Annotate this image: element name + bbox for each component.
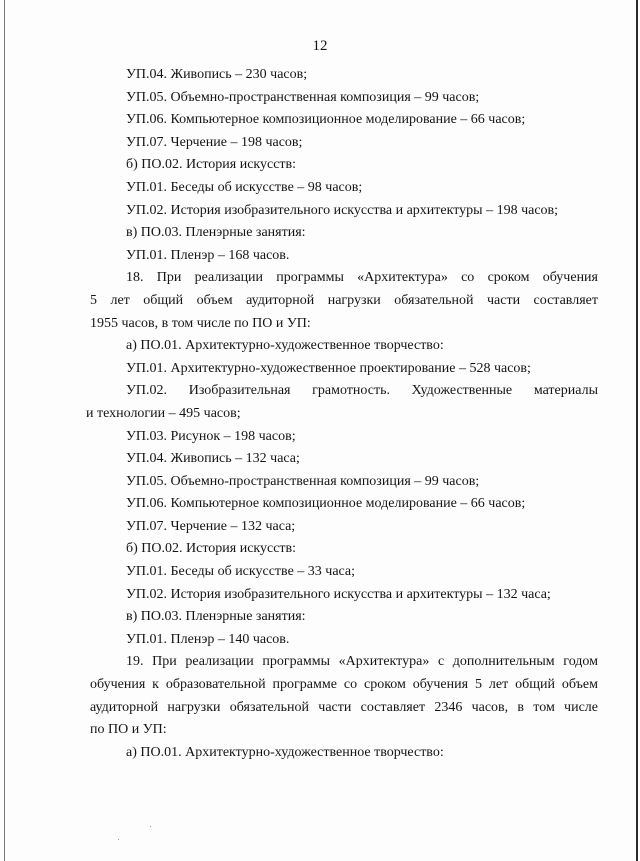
- text-line: в) ПО.03. Пленэрные занятия:: [126, 225, 306, 241]
- text-line: УП.03. Рисунок – 198 часов;: [126, 428, 296, 444]
- text-line: а) ПО.01. Архитектурно-художественное творчество:: [126, 744, 444, 760]
- scan-border-left: [4, 0, 5, 861]
- paragraph-19-line: обучения к образовательной программе со сроком обучения 5 лет общий объем: [90, 677, 598, 693]
- scan-speck: [150, 826, 151, 827]
- text-line: УП.05. Объемно-пространственная композиция – 99 часов;: [126, 89, 480, 105]
- paragraph-18-line: 1955 часов, в том числе по ПО и УП:: [90, 315, 311, 331]
- text-line: УП.06. Компьютерное композиционное моделирование – 66 часов;: [126, 496, 526, 512]
- paragraph-19-line: 19. При реализации программы «Архитектура» с дополнительным годом: [126, 654, 598, 670]
- text-line: УП.06. Компьютерное композиционное моделирование – 66 часов;: [126, 112, 526, 128]
- text-line: УП.01. Пленэр – 168 часов.: [126, 247, 290, 263]
- text-line: б) ПО.02. История искусств:: [126, 157, 297, 173]
- text-line: УП.07. Черчение – 132 часа;: [126, 518, 296, 534]
- text-line: УП.02. Изобразительная грамотность. Художественные материалы: [126, 383, 598, 399]
- scan-speck: [118, 839, 119, 840]
- text-line: УП.01. Архитектурно-художественное проектирование – 528 часов;: [126, 360, 531, 376]
- text-line: и технологии – 495 часов;: [86, 405, 241, 421]
- text-line: а) ПО.01. Архитектурно-художественное творчество:: [126, 338, 444, 354]
- text-line: УП.01. Беседы об искусстве – 33 часа;: [126, 564, 356, 580]
- text-line: УП.04. Живопись – 230 часов;: [126, 67, 308, 82]
- text-line: УП.04. Живопись – 132 часа;: [126, 451, 300, 467]
- text-line: УП.02. История изобразительного искусства и архитектуры – 132 часа;: [126, 586, 551, 602]
- text-line: в) ПО.03. Пленэрные занятия:: [126, 609, 306, 625]
- paragraph-19-line: аудиторной нагрузки обязательной части составляет 2346 часов, в том числе: [90, 699, 598, 715]
- text-line: УП.01. Беседы об искусстве – 98 часов;: [126, 179, 363, 195]
- scan-border-right: [636, 0, 638, 861]
- paragraph-19-line: по ПО и УП:: [90, 722, 167, 738]
- document-body: [86, 64, 598, 764]
- text-line: УП.02. История изобразительного искусства и архитектуры – 198 часов;: [126, 202, 559, 218]
- paragraph-18-line: 5 лет общий объем аудиторной нагрузки обязательной части составляет: [90, 292, 598, 308]
- page-number: 12: [312, 38, 328, 54]
- text-line: УП.01. Пленэр – 140 часов.: [126, 631, 290, 647]
- text-line: УП.07. Черчение – 198 часов;: [126, 134, 303, 150]
- paragraph-18-line: 18. При реализации программы «Архитектура» со сроком обучения: [126, 270, 598, 286]
- text-line: б) ПО.02. История искусств:: [126, 541, 297, 557]
- text-line: УП.05. Объемно-пространственная композиция – 99 часов;: [126, 473, 480, 489]
